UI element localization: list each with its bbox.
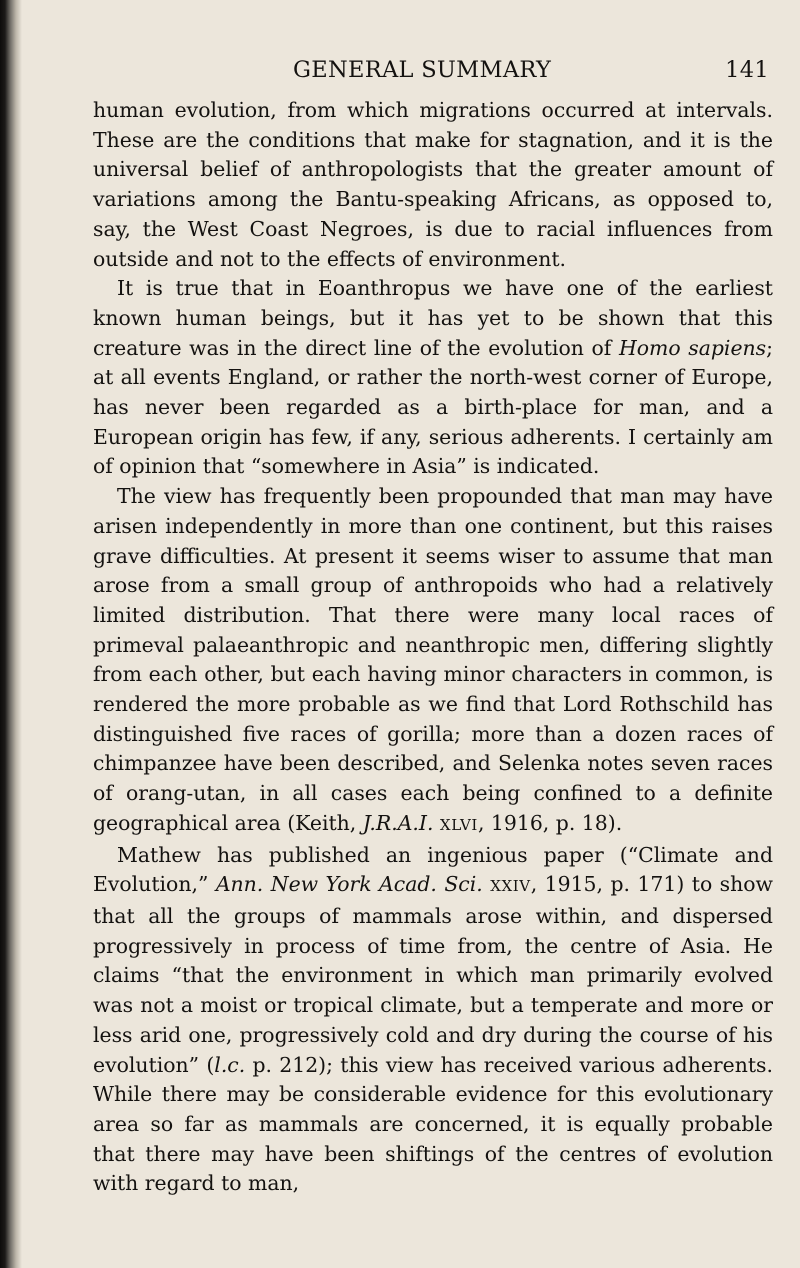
paragraph-text: , 1915, p. 171) to show that all the groups of mammals arose within, and dispersed progressively in process of time from, the centre of Asia. He claims “that the environment in which man primarily evolved was not a moist or tropical climate, but a temperate and more or less arid one, progressively cold and dry during the course of his evolution” (	[93, 872, 773, 1077]
paragraph-text: human evolution, from which migrations occurred at intervals. These are the conditions that make for stagnation, and it is the universal belief of anthropologists that the greater amount of variations among the Bantu-speaking Africans, as opposed to, say, the West Coast Negroes, is due to racial influences from outside and not to the effects of environment.	[93, 98, 773, 271]
loc-cit-italic: l.c.	[214, 1052, 246, 1077]
page-binding-edge	[0, 0, 22, 1268]
running-head	[93, 52, 773, 96]
paragraph-text: The view has frequently been propounded that man may have arisen independently in more than one continent, but this raises grave difficulties. At present it seems wiser to assume that man arose from a small group of anthropoids who had a relatively limited distribution. That there were many local races of primeval palaeanthropic and neanthropic men, differing slightly from each other, but each having minor characters in common, is rendered the more probable as we find that Lord Rothschild has distinguished five races of gorilla; more than a dozen races of chimpanzee have been described, and Selenka notes seven races of orang-utan, in all cases each being confined to a definite geographical area (Keith,	[93, 484, 773, 835]
paragraph-3	[93, 482, 773, 840]
body-text	[93, 96, 773, 1199]
running-title: GENERAL SUMMARY	[293, 57, 552, 83]
paragraph-4	[93, 841, 773, 1199]
paragraph-text: Mathew has published an ingenious paper (“Climate and Evolution,”	[93, 842, 773, 897]
species-name-italic: Homo sapiens	[618, 335, 767, 360]
volume-numeral: XXIV	[490, 877, 531, 896]
paragraph-text: , 1916, p. 18).	[477, 810, 623, 835]
journal-citation-italic: Ann. New York Acad. Sci.	[215, 872, 483, 897]
volume-numeral: XLVI	[439, 815, 478, 834]
paragraph-text: It is true that in Eoanthropus we have one of the earliest known human beings, but it has yet to be shown that this creature was in the direct line of the evolution of	[93, 276, 773, 360]
paragraph-1	[93, 96, 773, 274]
paragraph-text: p. 212); this view has received various adherents. While there may be considerable evidence for this evolutionary area so far as mammals are concerned, it is equally probable that there may have been shiftings of the centres of evolution with regard to man,	[93, 1052, 773, 1196]
journal-citation-italic: J.R.A.I.	[362, 810, 434, 835]
page-number: 141	[725, 57, 769, 83]
book-page	[93, 52, 773, 1199]
paragraph-2	[93, 274, 773, 482]
paragraph-text: ; at all events England, or rather the north-west corner of Europe, has never been regarded as a birth-place for man, and a European origin has few, if any, serious adherents. I certainly am of opinion that “somewhere in Asia” is indicated.	[93, 335, 773, 479]
